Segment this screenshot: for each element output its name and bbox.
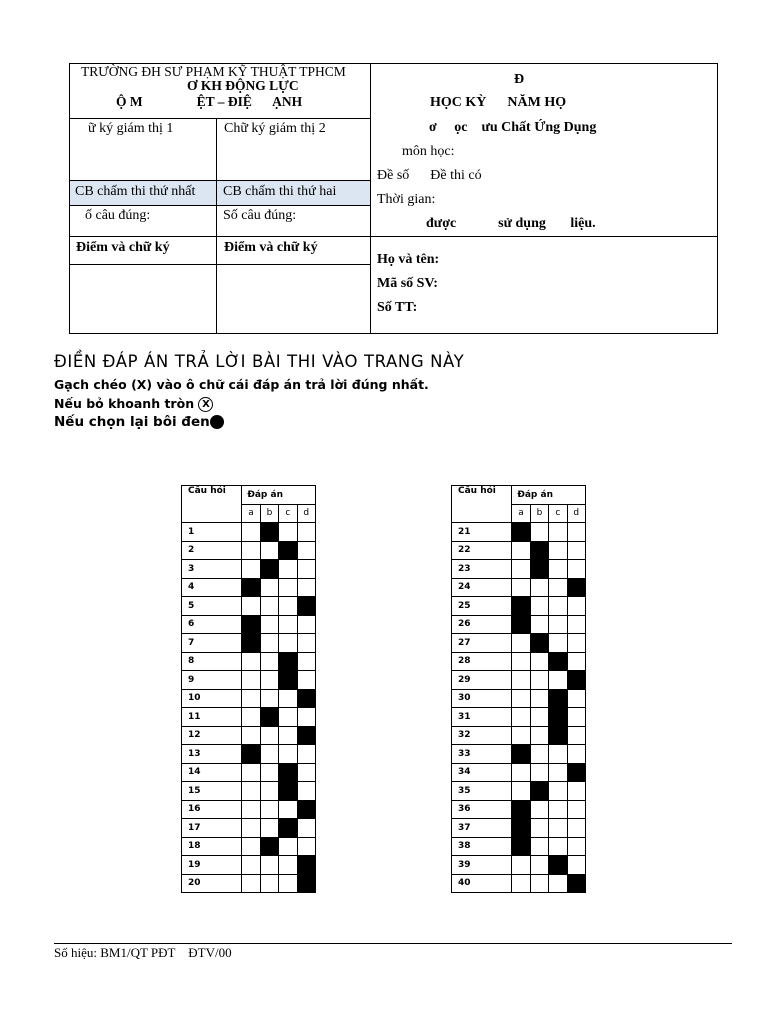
question-number: 19 [182, 856, 242, 875]
answer-cell-b[interactable] [530, 726, 548, 745]
question-number: 32 [452, 726, 512, 745]
answer-cell-a[interactable] [512, 578, 530, 597]
circled-x-icon: X [198, 397, 213, 412]
answer-row [182, 856, 316, 875]
answer-cell-b[interactable] [260, 578, 278, 597]
answer-cell-c[interactable] [549, 819, 567, 838]
answer-cell-filled-d[interactable] [297, 726, 315, 745]
answer-row [452, 541, 586, 560]
col-answer-header: Đáp án [512, 486, 586, 505]
question-number: 15 [182, 782, 242, 801]
question-number: 37 [452, 819, 512, 838]
answer-row [452, 560, 586, 579]
answer-row [182, 819, 316, 838]
question-number: 30 [452, 689, 512, 708]
answer-cell-d[interactable] [567, 800, 585, 819]
grader2-label: CB chấm thi thứ hai [223, 184, 337, 199]
answer-cell-c[interactable] [279, 708, 297, 727]
answer-cell-b[interactable] [260, 782, 278, 801]
answer-cell-c[interactable] [279, 578, 297, 597]
question-number: 27 [452, 634, 512, 653]
option-header-c: c [549, 504, 567, 523]
course-code-label: môn học: [402, 144, 455, 159]
answer-row [182, 726, 316, 745]
answer-cell-d[interactable] [567, 837, 585, 856]
answer-cell-b[interactable] [260, 541, 278, 560]
subject-name: ơ ọc ưu Chất Ứng Dụng [429, 120, 597, 135]
student-name-label: Họ và tên: [377, 252, 440, 267]
answer-cell-a[interactable] [242, 689, 260, 708]
answer-cell-filled-d[interactable] [297, 597, 315, 616]
option-header-a: a [242, 504, 260, 523]
answer-row [452, 819, 586, 838]
answer-cell-a[interactable] [242, 560, 260, 579]
answer-cell-c[interactable] [279, 726, 297, 745]
answer-cell-filled-c[interactable] [279, 782, 297, 801]
answer-cell-c[interactable] [549, 597, 567, 616]
answer-cell-a[interactable] [512, 689, 530, 708]
answer-cell-d[interactable] [567, 856, 585, 875]
question-number: 18 [182, 837, 242, 856]
answer-cell-a[interactable] [242, 819, 260, 838]
answer-cell-a[interactable] [242, 652, 260, 671]
answer-cell-filled-c[interactable] [279, 763, 297, 782]
question-number: 9 [182, 671, 242, 690]
filled-dot-icon [210, 415, 224, 429]
answer-cell-c[interactable] [279, 634, 297, 653]
correct-count1-label: ố câu đúng: [85, 208, 151, 223]
answer-cell-a[interactable] [242, 671, 260, 690]
answer-row [452, 782, 586, 801]
answer-cell-c[interactable] [549, 745, 567, 764]
answer-cell-d[interactable] [297, 837, 315, 856]
instruction-cross: Gạch chéo (X) vào ô chữ cái đáp án trả lời đúng nhất. [54, 377, 429, 392]
answer-cell-a[interactable] [242, 708, 260, 727]
question-number: 35 [452, 782, 512, 801]
answer-cell-filled-b[interactable] [530, 782, 548, 801]
answer-row [182, 560, 316, 579]
question-number: 7 [182, 634, 242, 653]
answer-row [452, 578, 586, 597]
answer-cell-c[interactable] [279, 800, 297, 819]
question-number: 33 [452, 745, 512, 764]
answer-cell-b[interactable] [530, 652, 548, 671]
question-number: 36 [452, 800, 512, 819]
answer-row [452, 615, 586, 634]
answer-cell-filled-a[interactable] [512, 800, 530, 819]
answer-cell-d[interactable] [297, 708, 315, 727]
answer-row [452, 874, 586, 893]
school-name: TRƯỜNG ĐH SƯ PHẠM KỸ THUẬT TPHCM [81, 64, 346, 79]
answer-cell-d[interactable] [297, 745, 315, 764]
answer-row [182, 745, 316, 764]
exam-title: Đ [514, 72, 525, 87]
question-number: 38 [452, 837, 512, 856]
instruction-reselect [54, 414, 224, 430]
answer-cell-a[interactable] [512, 541, 530, 560]
answer-row [452, 523, 586, 542]
answer-cell-d[interactable] [297, 782, 315, 801]
answer-cell-a[interactable] [512, 856, 530, 875]
question-number: 16 [182, 800, 242, 819]
question-number: 39 [452, 856, 512, 875]
answer-cell-a[interactable] [242, 856, 260, 875]
answer-cell-a[interactable] [242, 763, 260, 782]
answer-table-left [181, 485, 316, 893]
question-number: 14 [182, 763, 242, 782]
answer-cell-a[interactable] [242, 874, 260, 893]
question-number: 2 [182, 541, 242, 560]
answer-row [452, 763, 586, 782]
answer-row [452, 856, 586, 875]
question-number: 10 [182, 689, 242, 708]
answer-row [452, 597, 586, 616]
answer-row [182, 634, 316, 653]
answer-cell-b[interactable] [530, 874, 548, 893]
answer-cell-b[interactable] [260, 652, 278, 671]
question-number: 21 [452, 523, 512, 542]
answer-cell-d[interactable] [297, 615, 315, 634]
question-number: 28 [452, 652, 512, 671]
answer-cell-filled-b[interactable] [260, 708, 278, 727]
answer-cell-d[interactable] [567, 708, 585, 727]
answer-cell-filled-a[interactable] [242, 615, 260, 634]
answer-cell-d[interactable] [297, 819, 315, 838]
answer-row [182, 689, 316, 708]
answer-cell-b[interactable] [530, 745, 548, 764]
footer-rule [54, 943, 732, 944]
answer-cell-d[interactable] [297, 652, 315, 671]
answer-cell-a[interactable] [512, 652, 530, 671]
score-rule-bottom [69, 264, 370, 265]
answer-cell-filled-a[interactable] [242, 745, 260, 764]
answer-cell-filled-a[interactable] [242, 634, 260, 653]
answer-cell-filled-a[interactable] [512, 745, 530, 764]
answer-cell-a[interactable] [242, 597, 260, 616]
answer-cell-a[interactable] [512, 560, 530, 579]
answer-cell-filled-c[interactable] [279, 541, 297, 560]
answer-row [182, 782, 316, 801]
question-number: 29 [452, 671, 512, 690]
answer-row [182, 763, 316, 782]
answer-cell-b[interactable] [260, 819, 278, 838]
answer-cell-c[interactable] [279, 745, 297, 764]
answer-cell-filled-b[interactable] [530, 634, 548, 653]
answer-cell-filled-a[interactable] [512, 837, 530, 856]
document-code: Số hiệu: BM1/QT PĐT ĐTV/00 [54, 945, 232, 960]
answer-cell-c[interactable] [549, 523, 567, 542]
question-number: 13 [182, 745, 242, 764]
question-number: 3 [182, 560, 242, 579]
answer-cell-filled-c[interactable] [549, 856, 567, 875]
answer-cell-b[interactable] [260, 763, 278, 782]
answer-cell-c[interactable] [279, 837, 297, 856]
answer-cell-b[interactable] [530, 689, 548, 708]
answer-cell-a[interactable] [512, 874, 530, 893]
answer-cell-b[interactable] [260, 874, 278, 893]
answer-cell-a[interactable] [242, 837, 260, 856]
col-question-header: Câu hỏi [182, 486, 242, 523]
answer-cell-c[interactable] [549, 837, 567, 856]
signature-divider [216, 118, 217, 334]
answer-cell-a[interactable] [242, 726, 260, 745]
answer-row [182, 615, 316, 634]
answer-cell-c[interactable] [549, 782, 567, 801]
answer-row [452, 652, 586, 671]
materials-note: được sử dụng liệu. [426, 216, 596, 231]
answer-cell-c[interactable] [549, 634, 567, 653]
answer-cell-a[interactable] [512, 634, 530, 653]
answer-row [182, 541, 316, 560]
answer-cell-d[interactable] [297, 634, 315, 653]
answer-cell-d[interactable] [297, 671, 315, 690]
answer-cell-c[interactable] [549, 541, 567, 560]
answer-row [182, 597, 316, 616]
student-id-label: Mã số SV: [377, 276, 438, 291]
score2-label: Điểm và chữ ký [224, 240, 318, 255]
answer-cell-d[interactable] [567, 541, 585, 560]
answer-cell-c[interactable] [279, 523, 297, 542]
semester-label: HỌC KỲ NĂM HỌ [430, 95, 567, 110]
answer-cell-a[interactable] [242, 523, 260, 542]
answer-row [452, 837, 586, 856]
answer-row [452, 689, 586, 708]
grader1-label: CB chấm thi thứ nhất [75, 184, 196, 199]
answer-cell-filled-d[interactable] [567, 763, 585, 782]
answer-cell-d[interactable] [297, 541, 315, 560]
answer-cell-d[interactable] [567, 782, 585, 801]
instruction-cancel [54, 396, 213, 412]
answer-cell-a[interactable] [242, 800, 260, 819]
answer-cell-filled-a[interactable] [512, 523, 530, 542]
answer-cell-c[interactable] [549, 874, 567, 893]
answer-cell-c[interactable] [279, 597, 297, 616]
answer-cell-filled-b[interactable] [530, 560, 548, 579]
answer-table-right [451, 485, 586, 893]
question-number: 34 [452, 763, 512, 782]
answer-cell-d[interactable] [567, 652, 585, 671]
answer-cell-a[interactable] [512, 726, 530, 745]
answer-cell-d[interactable] [567, 726, 585, 745]
question-number: 23 [452, 560, 512, 579]
answer-cell-b[interactable] [260, 800, 278, 819]
question-number: 40 [452, 874, 512, 893]
answer-cell-d[interactable] [297, 763, 315, 782]
question-number: 20 [182, 874, 242, 893]
answer-cell-c[interactable] [279, 689, 297, 708]
grader-rule-bottom [69, 205, 370, 206]
answer-cell-filled-c[interactable] [279, 671, 297, 690]
answer-cell-b[interactable] [530, 523, 548, 542]
answer-cell-a[interactable] [512, 708, 530, 727]
answer-cell-filled-a[interactable] [512, 597, 530, 616]
answer-cell-d[interactable] [567, 615, 585, 634]
answer-cell-b[interactable] [260, 726, 278, 745]
answer-cell-a[interactable] [242, 541, 260, 560]
exam-code-label: Đề số Đề thi có [377, 168, 482, 183]
answer-cell-filled-b[interactable] [530, 541, 548, 560]
option-header-d: d [567, 504, 585, 523]
answer-cell-filled-d[interactable] [297, 874, 315, 893]
answer-cell-filled-d[interactable] [297, 689, 315, 708]
score1-label: Điểm và chữ ký [76, 240, 170, 255]
answer-cell-b[interactable] [260, 671, 278, 690]
answer-cell-b[interactable] [530, 837, 548, 856]
answer-cell-d[interactable] [567, 560, 585, 579]
answer-cell-b[interactable] [260, 745, 278, 764]
answer-row [452, 708, 586, 727]
question-number: 6 [182, 615, 242, 634]
answer-cell-filled-a[interactable] [512, 615, 530, 634]
answer-row [182, 837, 316, 856]
answer-row [452, 726, 586, 745]
answer-cell-filled-c[interactable] [549, 689, 567, 708]
answer-cell-filled-b[interactable] [260, 837, 278, 856]
answer-cell-d[interactable] [567, 634, 585, 653]
question-number: 31 [452, 708, 512, 727]
question-number: 1 [182, 523, 242, 542]
answer-row [182, 671, 316, 690]
question-number: 4 [182, 578, 242, 597]
answer-cell-c[interactable] [549, 800, 567, 819]
answer-cell-filled-d[interactable] [567, 671, 585, 690]
faculty-name: Ơ KH ĐỘNG LỰC [187, 78, 299, 93]
answer-cell-filled-c[interactable] [549, 708, 567, 727]
answer-row [182, 708, 316, 727]
question-number: 17 [182, 819, 242, 838]
question-number: 22 [452, 541, 512, 560]
answer-cell-b[interactable] [530, 615, 548, 634]
answer-cell-d[interactable] [297, 578, 315, 597]
answer-cell-filled-a[interactable] [512, 819, 530, 838]
answer-cell-c[interactable] [279, 874, 297, 893]
answer-cell-d[interactable] [567, 819, 585, 838]
instructions-title: ĐIỀN ĐÁP ÁN TRẢ LỜI BÀI THI VÀO TRANG NÀY [54, 352, 465, 371]
answer-cell-d[interactable] [567, 523, 585, 542]
answer-cell-b[interactable] [260, 856, 278, 875]
time-label: Thời gian: [377, 192, 436, 207]
answer-cell-c[interactable] [549, 615, 567, 634]
answer-cell-filled-d[interactable] [297, 856, 315, 875]
question-number: 11 [182, 708, 242, 727]
answer-cell-filled-c[interactable] [549, 652, 567, 671]
answer-cell-c[interactable] [279, 615, 297, 634]
header-divider [370, 63, 371, 334]
question-number: 8 [182, 652, 242, 671]
answer-cell-b[interactable] [530, 819, 548, 838]
question-number: 5 [182, 597, 242, 616]
seq-number-label: Số TT: [377, 300, 418, 315]
answer-row [452, 745, 586, 764]
supervisor1-signature-label: ữ ký giám thị 1 [88, 121, 174, 136]
answer-cell-b[interactable] [530, 856, 548, 875]
answer-cell-c[interactable] [549, 560, 567, 579]
answer-cell-b[interactable] [530, 800, 548, 819]
answer-cell-filled-d[interactable] [567, 578, 585, 597]
correct-count2-label: Số câu đúng: [223, 208, 297, 223]
answer-cell-d[interactable] [297, 523, 315, 542]
option-header-c: c [279, 504, 297, 523]
question-number: 12 [182, 726, 242, 745]
answer-cell-d[interactable] [567, 745, 585, 764]
answer-cell-filled-c[interactable] [279, 819, 297, 838]
answer-cell-b[interactable] [260, 597, 278, 616]
answer-cell-filled-c[interactable] [279, 652, 297, 671]
option-header-b: b [530, 504, 548, 523]
option-header-a: a [512, 504, 530, 523]
answer-cell-a[interactable] [512, 782, 530, 801]
instruction-cancel-text: Nếu bỏ khoanh tròn [54, 396, 195, 411]
answer-row [182, 874, 316, 893]
answer-row [182, 800, 316, 819]
answer-cell-b[interactable] [260, 689, 278, 708]
answer-cell-d[interactable] [567, 689, 585, 708]
answer-row [182, 523, 316, 542]
supervisor2-signature-label: Chữ ký giám thị 2 [224, 121, 326, 136]
question-number: 25 [452, 597, 512, 616]
option-header-b: b [260, 504, 278, 523]
answer-cell-b[interactable] [530, 671, 548, 690]
col-answer-header: Đáp án [242, 486, 316, 505]
answer-cell-filled-d[interactable] [567, 874, 585, 893]
answer-cell-b[interactable] [530, 763, 548, 782]
answer-cell-b[interactable] [530, 597, 548, 616]
score-rule-top [69, 236, 718, 237]
grader-rule-top [69, 180, 370, 181]
question-number: 26 [452, 615, 512, 634]
department-name: Ộ M ỆT – ĐIỆ ẠNH [116, 94, 303, 109]
answer-cell-c[interactable] [549, 578, 567, 597]
answer-cell-d[interactable] [297, 560, 315, 579]
answer-cell-b[interactable] [530, 708, 548, 727]
answer-row [182, 652, 316, 671]
answer-cell-d[interactable] [567, 597, 585, 616]
answer-cell-b[interactable] [260, 615, 278, 634]
answer-row [182, 578, 316, 597]
answer-cell-b[interactable] [260, 634, 278, 653]
answer-cell-filled-b[interactable] [260, 560, 278, 579]
answer-cell-a[interactable] [242, 782, 260, 801]
answer-cell-filled-a[interactable] [242, 578, 260, 597]
answer-cell-filled-b[interactable] [260, 523, 278, 542]
answer-cell-c[interactable] [279, 560, 297, 579]
question-number: 24 [452, 578, 512, 597]
option-header-d: d [297, 504, 315, 523]
answer-row [452, 634, 586, 653]
answer-cell-a[interactable] [512, 671, 530, 690]
answer-row [452, 671, 586, 690]
answer-cell-filled-d[interactable] [297, 800, 315, 819]
answer-cell-c[interactable] [549, 671, 567, 690]
answer-cell-c[interactable] [279, 856, 297, 875]
instruction-reselect-text: Nếu chọn lại bôi đen [54, 414, 210, 430]
header-rule [69, 118, 370, 119]
col-question-header: Câu hỏi [452, 486, 512, 523]
answer-cell-c[interactable] [549, 763, 567, 782]
answer-cell-a[interactable] [512, 763, 530, 782]
answer-cell-filled-c[interactable] [549, 726, 567, 745]
answer-cell-b[interactable] [530, 578, 548, 597]
answer-row [452, 800, 586, 819]
